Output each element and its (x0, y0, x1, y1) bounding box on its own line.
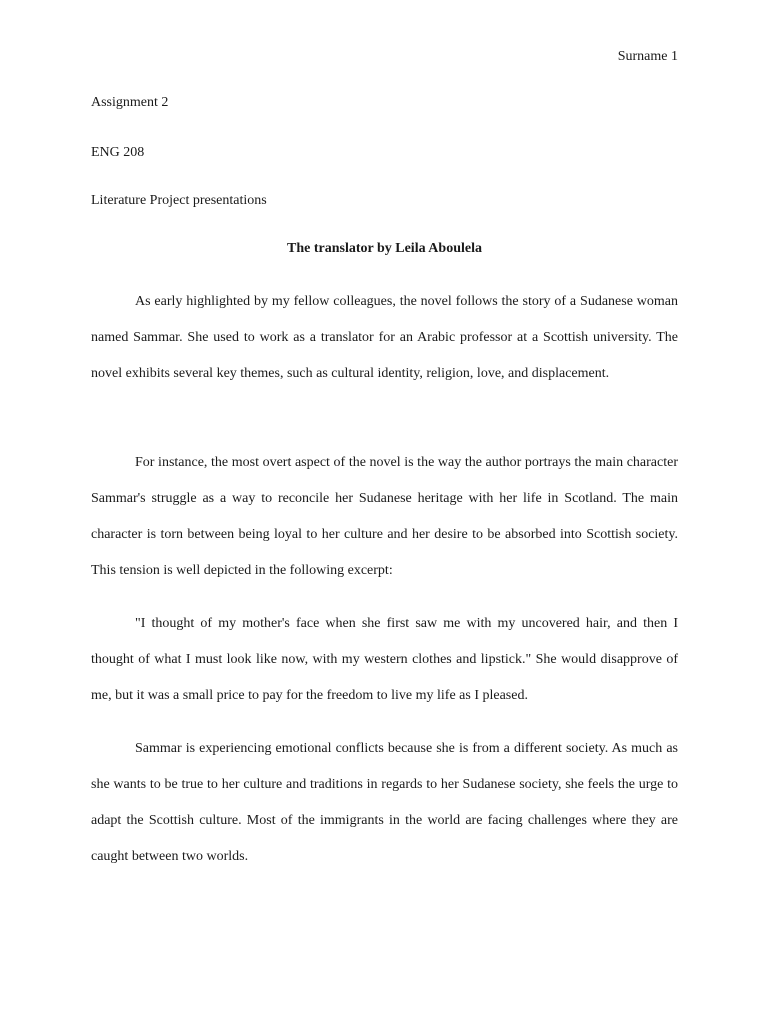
quoted-paragraph: "I thought of my mother's face when she first saw me with my uncovered hair, and then I thought of what I must look like now, with my western clothes and lipstick." She would disapprove of me, but it was a small price to pay for the freedom to live my life as I pleased. (91, 616, 678, 703)
essay-title: The translator by Leila Aboulela (287, 241, 482, 256)
paragraph: For instance, the most overt aspect of the novel is the way the author portrays the main character Sammar's struggle as a way to reconcile her Sudanese heritage with her life in Scotland. The main character is torn between being loyal to her culture and her desire to be absorbed into Scottish society. This tension is well depicted in the following excerpt: (91, 455, 678, 578)
paragraph-4-block (91, 731, 678, 875)
paragraph-1-block (91, 284, 678, 392)
assignment-line: Assignment 2 (91, 95, 169, 110)
paragraph-3-block (91, 606, 678, 714)
paragraph: Sammar is experiencing emotional conflicts because she is from a different society. As much as she wants to be true to her culture and traditions in regards to her Sudanese society, she feels the urge to adapt the Scottish culture. Most of the immigrants in the world are facing challenges where they are caught between two worlds. (91, 741, 678, 864)
course-line: ENG 208 (91, 145, 145, 160)
paragraph-2-block (91, 445, 678, 589)
running-head: Surname 1 (617, 49, 678, 64)
paragraph: As early highlighted by my fellow colleagues, the novel follows the story of a Sudanese woman named Sammar. She used to work as a translator for an Arabic professor at a Scottish university. The novel exhibits several key themes, such as cultural identity, religion, love, and displacement. (91, 294, 678, 381)
project-line: Literature Project presentations (91, 193, 267, 208)
